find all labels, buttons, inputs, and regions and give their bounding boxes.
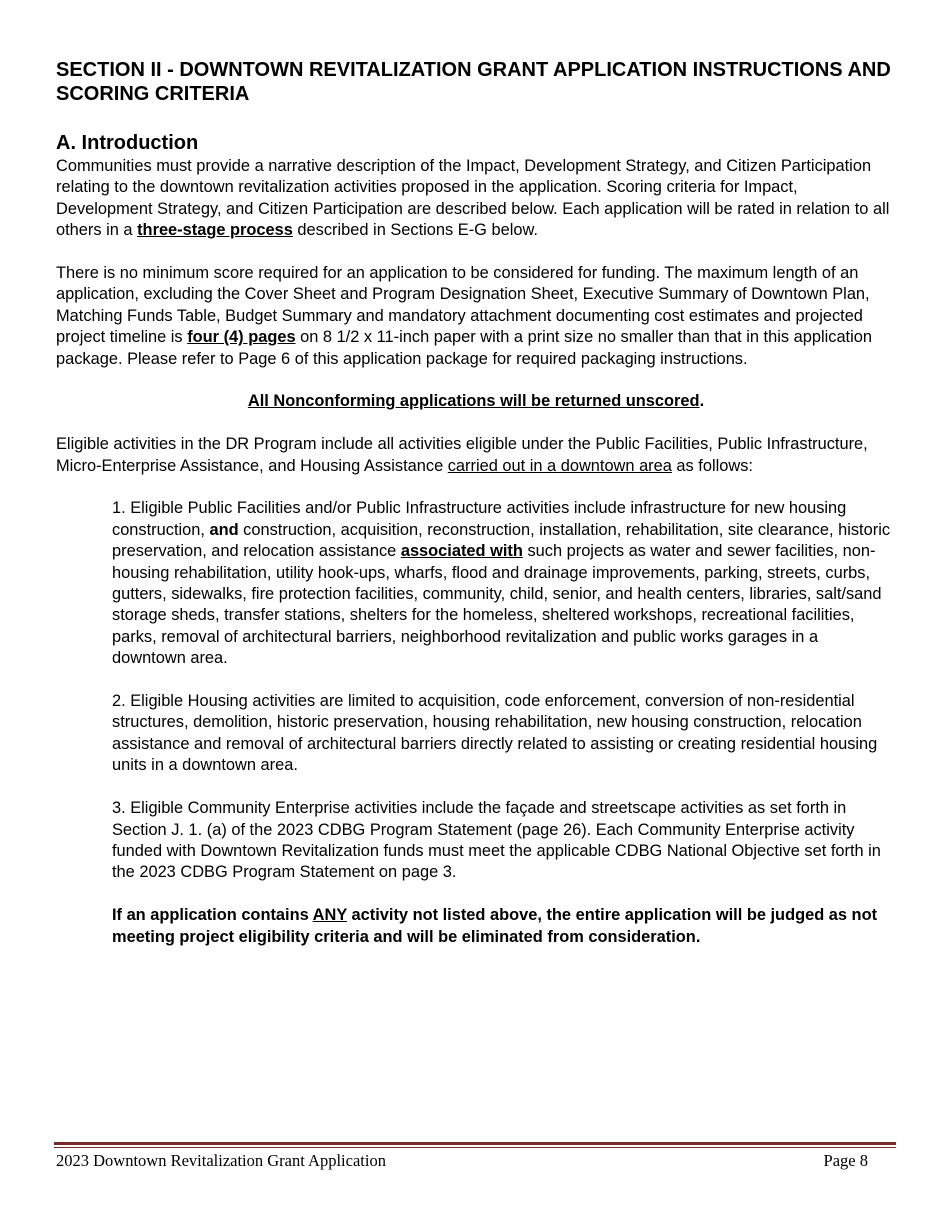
emphasis-page-limit: four (4) pages: [187, 328, 296, 347]
footer-document-title: 2023 Downtown Revitalization Grant Application: [56, 1151, 386, 1170]
text-run: activity not listed above, the entire application will be judged as not meeting project eligibility criteria and will be eliminated from consideration.: [112, 906, 878, 946]
nonconforming-notice: [56, 391, 896, 412]
notice-text: All Nonconforming applications will be returned unscored: [247, 392, 700, 411]
intro-heading: A. Introduction: [56, 132, 199, 154]
text-run: such projects as water and sewer facilities, non-housing rehabilitation, utility hook-ups, wharfs, flood and drainage improvements, parking, streets, curbs, gutters, sidewalks, fire protection facilities, community, child, senior, and health centers, libraries, salt/sand storage sheds, transfer stations, shelters for the homeless, sheltered workshops, recreational facilities, parks, removal of architectural barriers, neighborhood revitalization and public works garages in a downtown area.: [112, 542, 882, 668]
text-run: construction, acquisition, reconstruction, installation, rehabilitation, site clearance, historic preservation, and relocation assistance: [112, 520, 891, 561]
text-run: If an application contains: [112, 906, 313, 925]
footer-rule-thin: [54, 1147, 896, 1148]
emphasis-associated-with: associated with: [400, 542, 523, 561]
footer-page-number: Page 8: [823, 1151, 868, 1170]
list-item-2: 2. Eligible Housing activities are limited to acquisition, code enforcement, conversion of non-residential structures, demolition, historic preservation, housing rehabilitation, new housing construction, relocation assistance and removal of architectural barriers directly related to assisting or creating residential housing units in a downtown area.: [112, 692, 878, 775]
list-item-3: 3. Eligible Community Enterprise activities include the façade and streetscape activities as set forth in Section J. 1. (a) of the 2023 CDBG Program Statement (page 26). Each Community Enterprise activity funded with Downtown Revitalization funds must meet the applicable CDBG National Objective set forth in the 2023 CDBG Program Statement on page 3.: [112, 799, 881, 882]
text-run: Communities must provide a narrative description of the Impact, Development Strategy, and Citizen Participation relating to the downtown revitalization activities proposed in the application. Scoring criteria for Impact, Development Strategy, and Citizen Participation are described below. Each application will be rated in relation to all others in a: [56, 157, 890, 240]
list-item-1: [112, 498, 892, 669]
emphasis-and: and: [209, 520, 239, 539]
footer-rule-thick: [54, 1142, 896, 1145]
text-run: There is no minimum score required for an application to be considered for funding. The maximum length of an application, excluding the Cover Sheet and Program Designation Sheet, Executive Summary of Downtown Plan, Matching Funds Table, Budget Summary and mandatory attachment documenting cost estimates and projected project timeline is: [56, 264, 870, 347]
text-run: 1. Eligible Public Facilities and/or Public Infrastructure activities include infrastructure for new housing construction,: [112, 499, 847, 539]
intro-paragraph-1: [56, 156, 896, 242]
notice-period: .: [699, 392, 705, 411]
eligibility-warning: [112, 905, 892, 948]
text-run: described in Sections E-G below.: [292, 221, 538, 240]
emphasis-downtown-area: carried out in a downtown area: [447, 456, 672, 475]
page-footer: [56, 1151, 868, 1171]
eligible-activities-paragraph: [56, 434, 896, 477]
text-run: Eligible activities in the DR Program include all activities eligible under the Public Facilities, Public Infrastructure, Micro-Enterprise Assistance, and Housing Assistance: [56, 435, 868, 475]
text-run: as follows:: [671, 456, 753, 475]
text-run: on 8 1/2 x 11-inch paper with a print size no smaller than that in this application package. Please refer to Page 6 of this application package for required packaging instructions.: [56, 328, 872, 368]
section-title: SECTION II - DOWNTOWN REVITALIZATION GRANT APPLICATION INSTRUCTIONS AND SCORING CRITERIA: [56, 59, 891, 105]
emphasis-three-stage: three-stage process: [137, 221, 293, 240]
document-page: [56, 58, 896, 948]
emphasis-any: ANY: [312, 906, 347, 925]
intro-paragraph-2: [56, 263, 896, 370]
